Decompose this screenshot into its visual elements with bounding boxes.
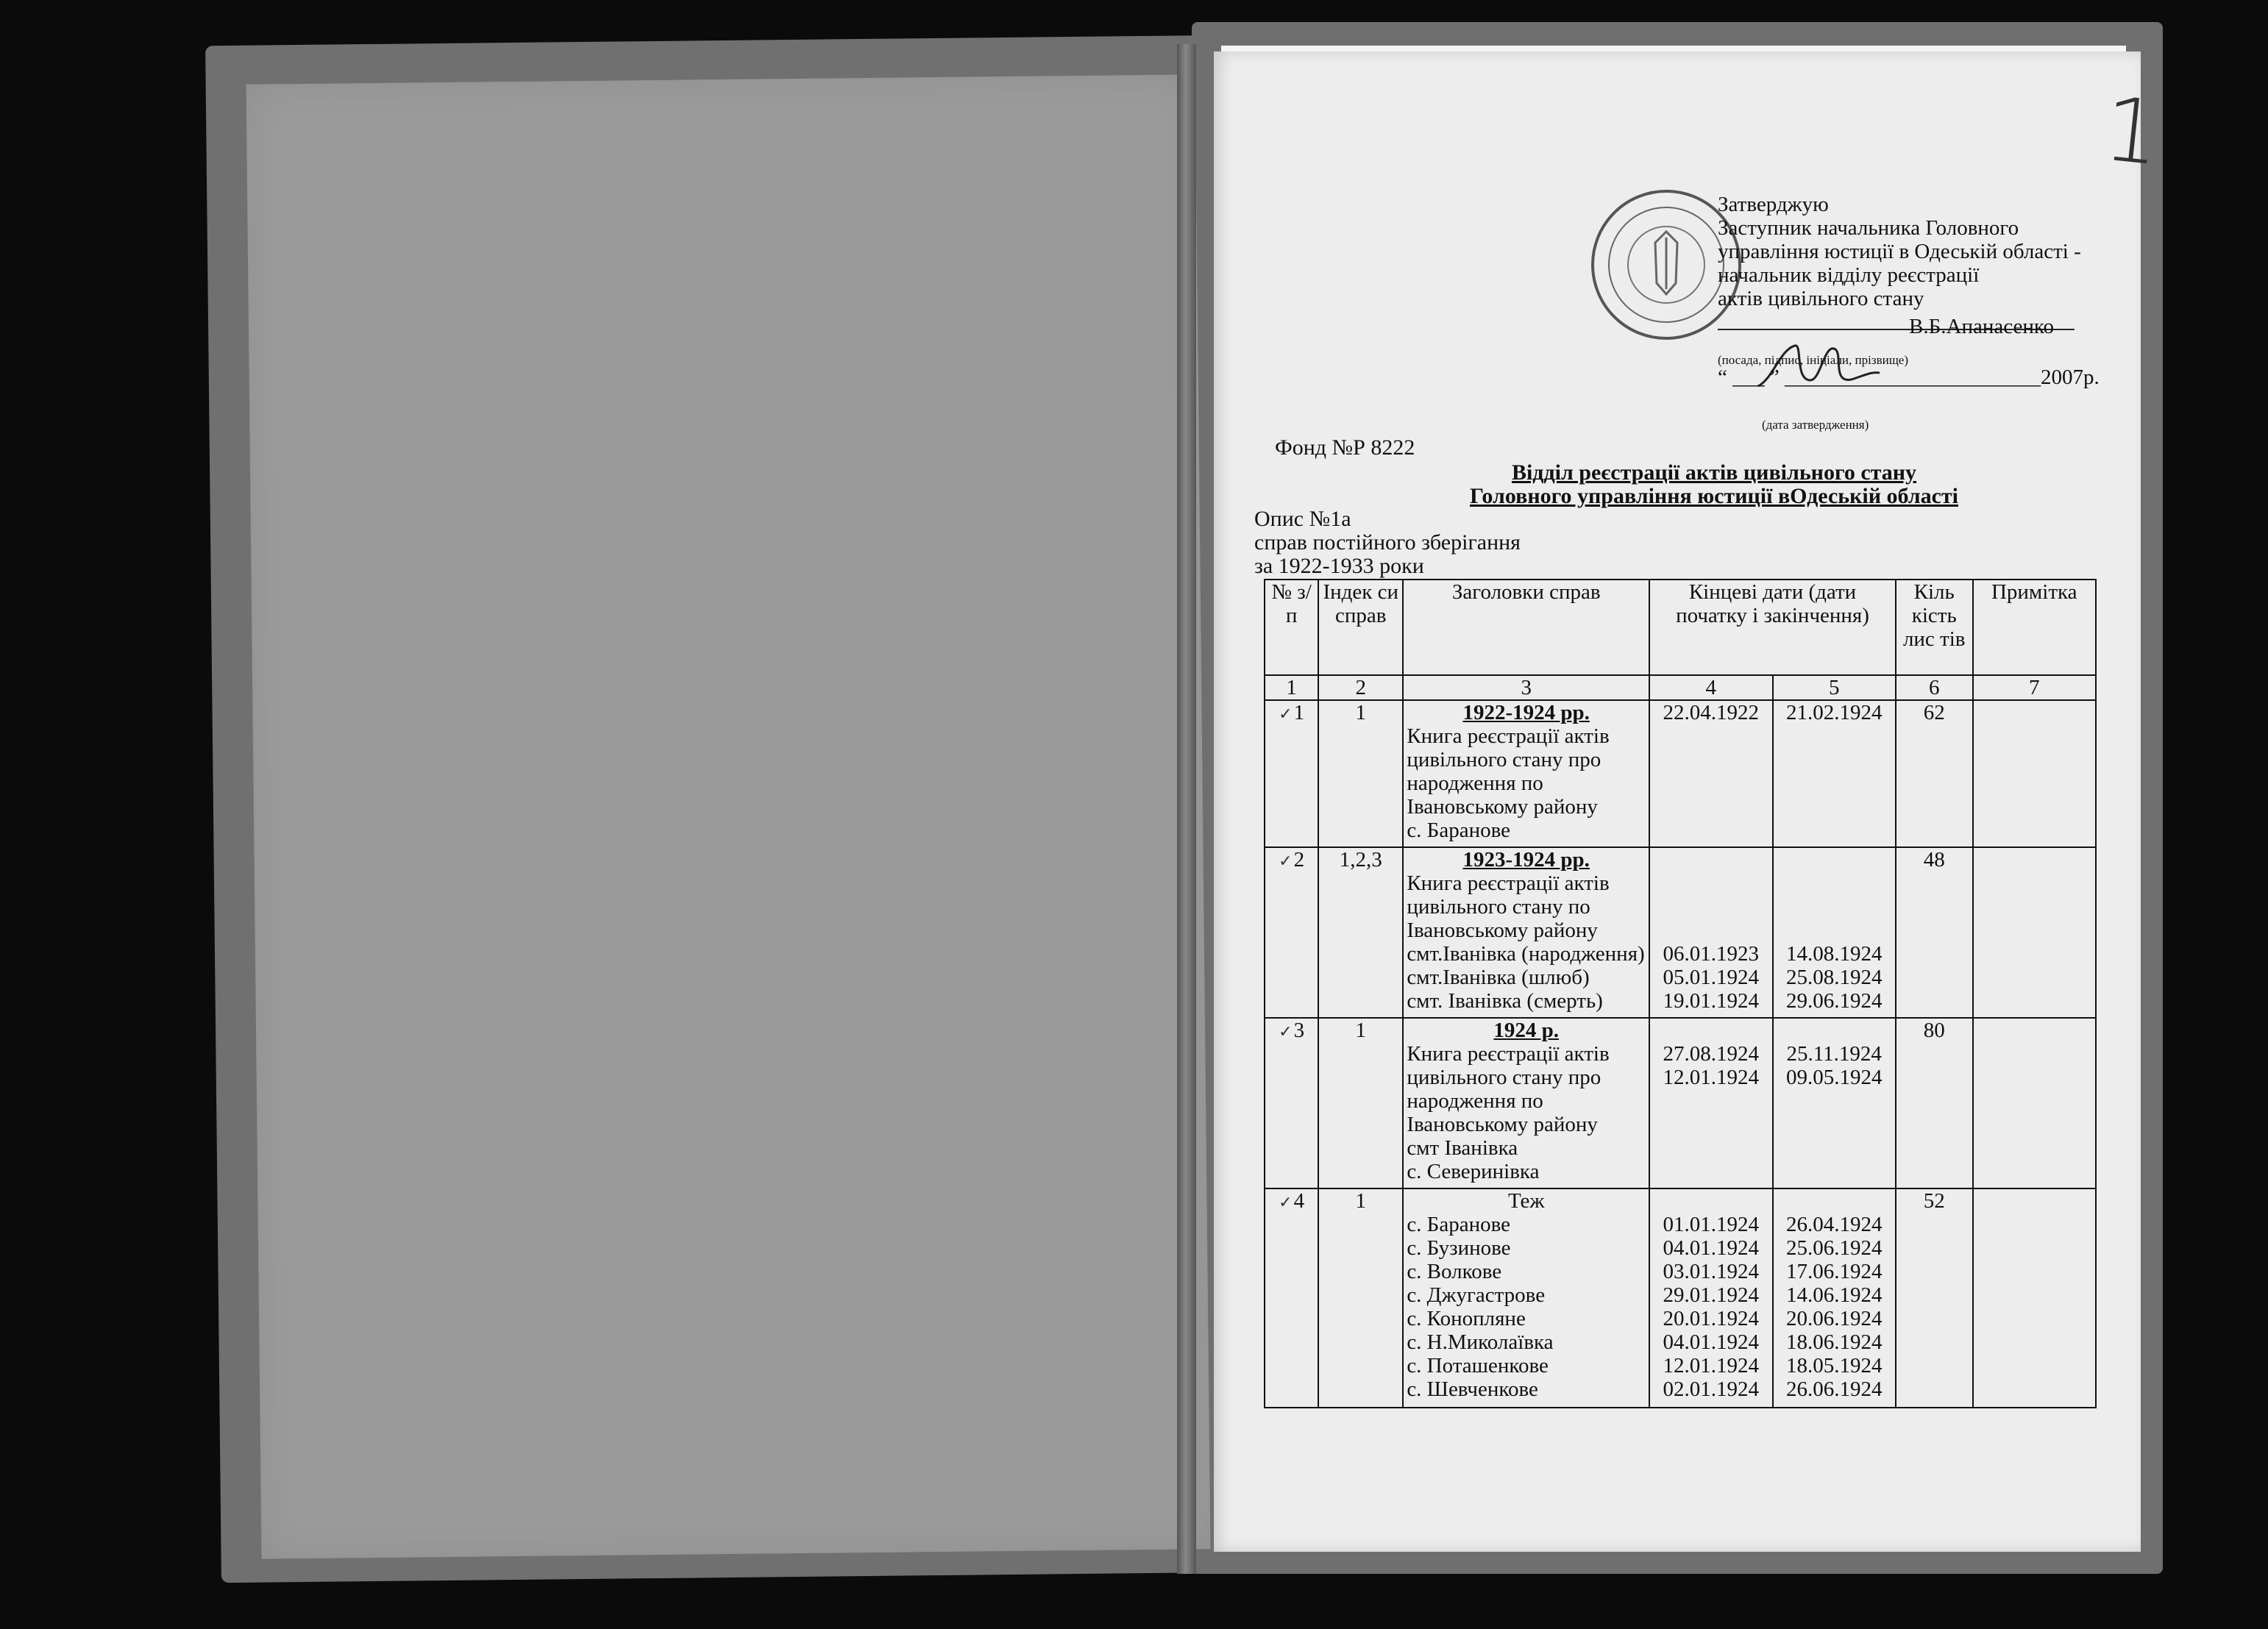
header-sheets: Кіль кість лис тів (1896, 580, 1973, 675)
column-number: 3 (1403, 675, 1649, 700)
header-index: Індек си справ (1318, 580, 1403, 675)
start-date: 12.01.1924 (1663, 1066, 1760, 1089)
end-date (1777, 1019, 1892, 1042)
end-date: 26.04.1924 (1785, 1213, 1883, 1236)
organization-line: Відділ реєстрації актів цивільного стану (1511, 460, 1917, 485)
approval-line: актів цивільного стану (1718, 287, 1924, 310)
start-date: 04.01.1924 (1663, 1330, 1760, 1354)
start-date (1653, 1189, 1768, 1213)
column-number: 6 (1896, 675, 1973, 700)
start-date (1653, 1019, 1768, 1042)
row-start-dates (1649, 847, 1772, 1018)
column-number: 7 (1973, 675, 2096, 700)
fond-number: Фонд №Р 8222 (1275, 435, 1415, 460)
header-title: Заголовки справ (1403, 580, 1649, 675)
row-number: 1 (1293, 701, 1305, 724)
start-date: 12.01.1924 (1663, 1354, 1760, 1377)
row-number-cell (1265, 700, 1318, 847)
inventory-type: справ постійного зберігання (1254, 530, 1521, 555)
title-line: Книга реєстрації актів (1407, 871, 1610, 895)
start-date (1653, 848, 1768, 871)
row-start-dates (1649, 1018, 1772, 1188)
row-title (1403, 1018, 1649, 1188)
approval-block (1718, 193, 2130, 432)
check-mark-icon: ✓ (1279, 1193, 1293, 1211)
title-line: смт.Іванівка (шлюб) (1407, 966, 1590, 989)
title-line: с. Поташенкове (1407, 1354, 1549, 1377)
table-row (1265, 1188, 2096, 1408)
start-date: 19.01.1924 (1663, 989, 1760, 1013)
inventory-years: за 1922-1933 роки (1254, 554, 1424, 578)
title-line: цивільного стану про (1407, 748, 1602, 771)
row-end-dates (1773, 1018, 1896, 1188)
book-spine (1177, 44, 1196, 1574)
end-date: 29.06.1924 (1785, 989, 1883, 1013)
end-date (1777, 871, 1892, 895)
title-line: с. Джугастрове (1407, 1283, 1546, 1307)
column-number: 2 (1318, 675, 1403, 700)
header-note: Примітка (1973, 580, 2096, 675)
column-numbers-row (1265, 675, 2096, 700)
column-number: 1 (1265, 675, 1318, 700)
end-date: 17.06.1924 (1785, 1260, 1883, 1283)
row-title (1403, 700, 1649, 847)
column-number: 5 (1773, 675, 1896, 700)
header-num: № з/п (1265, 580, 1318, 675)
title-line: Івановському району (1407, 919, 1598, 942)
end-date: 14.08.1924 (1785, 942, 1883, 966)
inventory-heading (1254, 507, 1521, 578)
row-sheets: 48 (1896, 847, 1973, 1018)
date-caption: (дата затвердження) (1762, 418, 1869, 432)
row-index: 1 (1318, 700, 1403, 847)
row-sheets: 80 (1896, 1018, 1973, 1188)
approval-line: Затверджую (1718, 193, 1829, 216)
row-year: 1924 р. (1493, 1019, 1560, 1042)
title-line: Івановському району (1407, 795, 1598, 819)
check-mark-icon: ✓ (1279, 705, 1293, 723)
title-line: народження по (1407, 771, 1543, 795)
row-number-cell (1265, 1188, 1318, 1408)
end-date (1777, 895, 1892, 919)
row-number: 4 (1293, 1189, 1305, 1213)
blank-left-page (246, 74, 1211, 1558)
title-line: с. Баранове (1407, 1213, 1510, 1236)
end-date: 21.02.1924 (1785, 701, 1883, 724)
end-date: 09.05.1924 (1785, 1066, 1883, 1089)
organization-title (1383, 461, 2045, 508)
organization-line: Головного управління юстиції вОдеській області (1469, 484, 1958, 508)
end-date: 20.06.1924 (1785, 1307, 1883, 1330)
title-line: Івановському району (1407, 1113, 1598, 1136)
start-date (1653, 919, 1768, 942)
check-mark-icon: ✓ (1279, 1022, 1293, 1041)
start-date: 20.01.1924 (1663, 1307, 1760, 1330)
column-number: 4 (1649, 675, 1772, 700)
start-date: 01.01.1924 (1663, 1213, 1760, 1236)
title-line: цивільного стану по (1407, 895, 1590, 919)
row-sheets: 62 (1896, 700, 1973, 847)
end-date: 25.08.1924 (1785, 966, 1883, 989)
approval-line: управління юстиції в Одеській області - (1718, 240, 2081, 263)
title-line: смт. Іванівка (смерть) (1407, 989, 1603, 1013)
title-line: с. Н.Миколаївка (1407, 1330, 1554, 1354)
end-date: 14.06.1924 (1785, 1283, 1883, 1307)
row-end-dates (1773, 847, 1896, 1018)
row-year: 1922-1924 рр. (1462, 701, 1590, 724)
row-number: 2 (1293, 848, 1305, 871)
row-number-cell (1265, 847, 1318, 1018)
title-line: Книга реєстрації актів (1407, 1042, 1610, 1066)
row-number-cell (1265, 1018, 1318, 1188)
start-date: 03.01.1924 (1663, 1260, 1760, 1283)
row-index: 1,2,3 (1318, 847, 1403, 1018)
start-date: 29.01.1924 (1663, 1283, 1760, 1307)
start-date: 04.01.1924 (1663, 1236, 1760, 1260)
row-end-dates (1773, 1188, 1896, 1408)
start-date: 05.01.1924 (1663, 966, 1760, 989)
row-start-dates (1649, 1188, 1772, 1408)
start-date: 22.04.1922 (1663, 701, 1760, 724)
table-row (1265, 847, 2096, 1018)
row-index: 1 (1318, 1018, 1403, 1188)
row-sheets: 52 (1896, 1188, 1973, 1408)
row-end-dates (1773, 700, 1896, 847)
row-note (1973, 1018, 2096, 1188)
start-date: 06.01.1923 (1663, 942, 1760, 966)
title-line: Книга реєстрації актів (1407, 724, 1610, 748)
row-note (1973, 700, 2096, 847)
title-line: с. Шевченкове (1407, 1377, 1538, 1401)
end-date: 26.06.1924 (1785, 1377, 1883, 1401)
title-line: с. Баранове (1407, 819, 1510, 842)
end-date (1777, 919, 1892, 942)
end-date: 25.11.1924 (1786, 1042, 1882, 1066)
signer-name: В.Б.Апанасенко (1909, 315, 2054, 338)
row-title (1403, 1188, 1649, 1408)
inventory-number: Опис №1а (1254, 507, 1351, 531)
row-note (1973, 1188, 2096, 1408)
table-header-row (1265, 580, 2096, 675)
start-date (1653, 871, 1768, 895)
title-line: народження по (1407, 1089, 1543, 1113)
row-start-dates (1649, 700, 1772, 847)
end-date: 18.05.1924 (1785, 1354, 1883, 1377)
row-year: 1923-1924 рр. (1462, 848, 1590, 871)
check-mark-icon: ✓ (1279, 852, 1293, 870)
header-dates: Кінцеві дати (дати початку і закінчення) (1649, 580, 1896, 675)
title-line: смт.Іванівка (народження) (1407, 942, 1645, 966)
end-date: 18.06.1924 (1785, 1330, 1883, 1354)
row-title (1403, 847, 1649, 1018)
start-date (1653, 895, 1768, 919)
position-caption: (посада, підпис, ініціали, прізвище) (1718, 353, 1908, 367)
title-line: цивільного стану про (1407, 1066, 1602, 1089)
approval-line: начальник відділу реєстрації (1718, 263, 1980, 287)
end-date (1777, 1189, 1892, 1213)
start-date: 27.08.1924 (1663, 1042, 1760, 1066)
start-date: 02.01.1924 (1663, 1377, 1760, 1401)
title-line: с. Конопляне (1407, 1307, 1526, 1330)
title-line: смт Іванівка (1407, 1136, 1518, 1160)
end-date (1777, 848, 1892, 871)
row-note (1973, 847, 2096, 1018)
title-line: с. Северинівка (1407, 1160, 1540, 1183)
end-date: 25.06.1924 (1785, 1236, 1883, 1260)
title-line: с. Волкове (1407, 1260, 1502, 1283)
approval-line: Заступник начальника Головного (1718, 216, 2019, 240)
table-row (1265, 1018, 2096, 1188)
handwritten-page-number: 1 (2098, 78, 2166, 186)
row-index: 1 (1318, 1188, 1403, 1408)
approval-date-line: “ ___ ” ________________________2007р. (1718, 366, 2100, 389)
row-number: 3 (1293, 1019, 1305, 1042)
inventory-table (1264, 579, 2097, 1408)
title-line: с. Бузинове (1407, 1236, 1511, 1260)
table-row (1265, 700, 2096, 847)
row-year: Теж (1507, 1189, 1545, 1213)
